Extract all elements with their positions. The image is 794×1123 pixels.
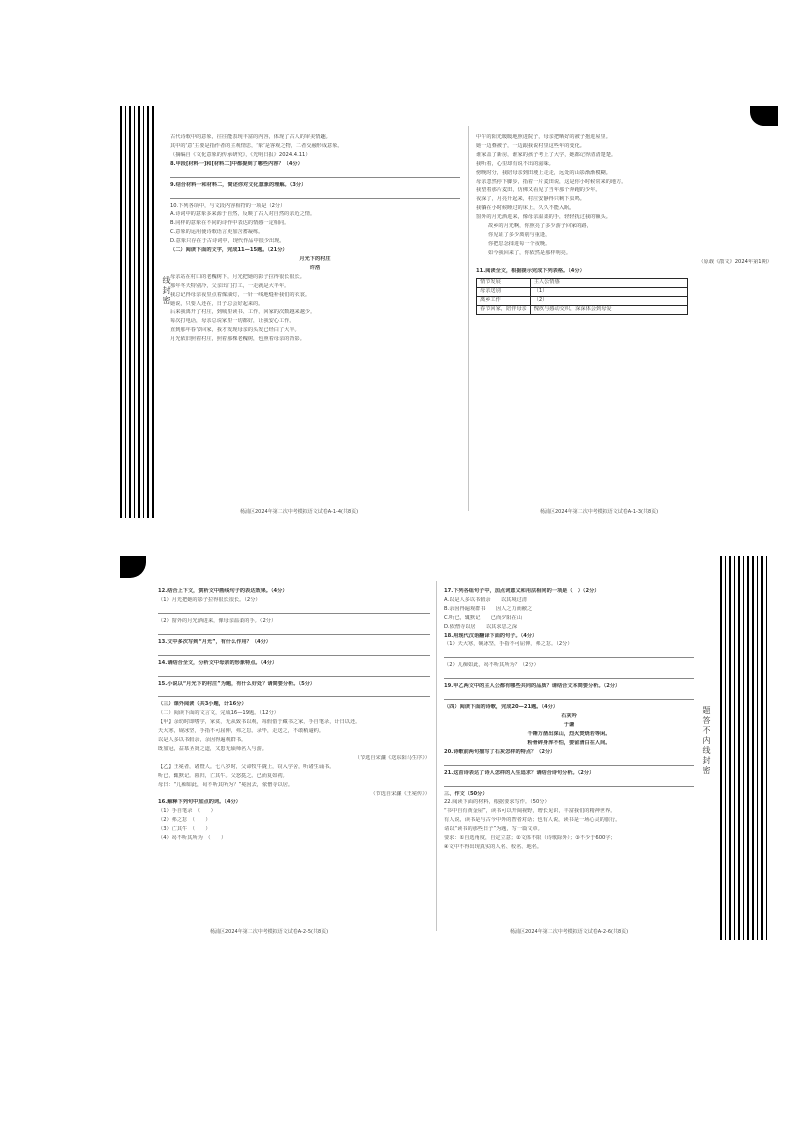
prompt-line: 要求：①自选角度，自定立意；②文体不限（诗歌除外）；③不少于600字； [444,835,616,842]
top-right-column [476,134,772,315]
section-heading: （三）课外阅读（共3小题，计16分） [158,701,247,708]
question: 12.结合上下文，赏析文中画线句子的表达效果。（4分） [158,588,288,594]
answer-line[interactable] [444,758,694,766]
poem-line: 你见证了多少离别与重逢， [488,231,551,238]
story-author: 许浩 [309,264,321,271]
option: B.同样的意象在不同的诗作中表达的情感一定相同。 [170,220,290,227]
sub-question: （4）曷不听其所为 （ ） [158,835,227,842]
answer-line[interactable] [158,627,430,635]
scan-corner-mark [750,106,778,126]
poem-line: 你把思念揉进每一个夜晚。 [488,240,551,247]
story-line: 后来我离开了村庄，到城里读书、工作，回家的次数越来越少。 [170,309,316,316]
option: A.诗词中的意象多来源于自然，反映了古人对自然的亲近之情。 [170,211,316,218]
section-heading: （二）阅读下面的文言文，完成16—19题。（12分） [158,710,279,717]
question: 17.下列各组句子中，加点词意义和用法相同的一项是（ ）（2分） [444,588,600,594]
table-header: 情节发展 [477,278,531,287]
option: C.意象的运用使诗歌语言更加含蓄凝练。 [170,229,264,236]
text-line: 我躺在小时候睡过的床上，久久不能入眠。 [476,205,575,212]
question: 16.解释下列句中加点的词。（4分） [158,799,241,806]
text-line: 谁家盖了新房，谁家的孩子考上了大学，她都记得清清楚楚。 [476,151,617,158]
binding-label: 线封密 [162,276,171,306]
poem-line: 如今我回来了，你依然是那样明亮。 [488,249,572,256]
prompt-line: 有人说，读书是与古今中外的智者对话；也有人说，读书是一场心灵的旅行。 [444,817,621,824]
question: 14.请结合全文，分析文中母亲的形象特点。（4分） [158,659,278,666]
answer-line[interactable] [444,650,694,658]
answer-line[interactable] [158,606,430,614]
question: 10.下列各项中，与文段内容相符的一项是（2分） [170,202,286,209]
story-title: 月光下的村庄 [299,255,331,262]
passage-line: 天大寒，砚冰坚，手指不可屈伸，弗之怠。录毕，走送之，不敢稍逾约。 [158,728,325,735]
poem-line: 千锤万凿出深山，烈火焚烧若等闲。 [527,730,611,737]
section-heading: （二）阅读下面的文字，完成11—15题。（21分） [170,247,288,254]
prompt-line: 请以“读书的那些日子”为题，写一篇文章。 [444,826,543,833]
answer-line[interactable] [444,692,694,700]
story-line: 那年冬天特别冷，父亲出门打工，一走就是大半年。 [170,282,290,289]
table-cell[interactable]: （1） [530,287,687,296]
table-header: 主人公情感 [530,278,687,287]
question: 18.用现代汉语翻译下面的句子。（4分） [444,632,538,639]
poem-line: 故乡的月光啊，你照亮了多少游子回家的路， [488,223,592,230]
text-line: 夜深了，月亮升起来，村庄安静得只剩下虫鸣。 [476,196,585,203]
sub-question: （1）手自笔录 （ ） [158,808,216,815]
story-line: 月光依旧照着村庄，照着那棵老槐树，也照着母亲的背影。 [170,336,305,343]
sub-question: （2）窗外的月光洒进来，像母亲温柔的手。（2分） [158,617,277,624]
story-line: 每次打电话，母亲总说家里一切都好，让我安心工作。 [170,318,295,325]
question: 13.文中多次写到“月光”，有什么作用？（4分） [158,638,271,645]
answer-line[interactable] [158,669,430,677]
prompt-line: ④文中不得出现真实的人名、校名、地名。 [444,843,543,850]
option: D.依僧寺以居 以其求思之深 [444,623,518,630]
passage-line: 【乙】王冕者，诸暨人。七八岁时，父命牧牛陇上，窃入学舍，听诸生诵书。 [158,763,335,770]
answer-line[interactable] [444,779,694,787]
text-line: 我听着，心里却有说不出的滋味。 [476,160,554,167]
binding-lines [720,556,767,940]
prompt-line: “书中自有黄金屋”，读书可以开阔视野，增长见识，丰富我们的精神世界。 [444,808,616,815]
plot-table [476,278,688,315]
story-line: 她说，只要人还在，日子总会好起来的。 [170,300,264,307]
passage-line: 既加冠，益慕圣贤之道，又患无硕师名人与游。 [158,745,267,752]
passage-line: 母曰：“儿痴如此，曷不听其所为？”冕因去，依僧寺以居。 [158,781,294,788]
option: B.余因得遍观群书 因人之力而敝之 [444,605,533,612]
poem-line: 粉骨碎身浑不怕，要留清白在人间。 [527,739,611,746]
answer-line[interactable] [158,689,430,697]
sub-question: （1）月光把她的影子拉得很长很长。（2分） [158,596,261,603]
section-heading: 三、作文（50分） [444,790,488,797]
question: 8.甲段[材料一]和[材料二]中都提到了哪些内容？（4分） [170,160,303,167]
sub-question: （2）弗之怠 （ ） [158,817,211,824]
source-note: （节选自宋濂《王冕传》） [370,790,430,797]
poem-title: 石灰吟 [561,713,577,720]
option: A.以是人多以书假余 以其境过清 [444,596,527,603]
sub-question: （1）天大寒，砚冰坚，手指不可屈伸，弗之怠。（2分） [444,641,573,648]
question: 19.甲乙两文中的主人公都有哪些共同的品质？请结合文本简要分析。（2分） [444,683,621,690]
option: D.意象只存在于古诗词中，现代作品中很少出现。 [170,238,285,245]
binding-label: 题答不内线封密 [702,706,711,776]
page-footer: 杨浦区2024年第二次中考模拟语文试卷A-2-6(共8页) [510,929,629,935]
text-line: 她一边叠被子，一边跟我说村里这些年的变化。 [476,142,585,149]
text-line: 母亲忽然停下脚步，指着一片麦田说，这是你小时候常来的地方。 [476,178,627,185]
bottom-left-column [158,588,430,844]
passage-line: 以是人多以书假余，余因得遍观群书。 [158,737,247,744]
page-footer: 杨浦区2024年第二次中考模拟语文试卷A-2-5(共8页) [210,929,329,935]
text-line: 古代诗歌中的意象，往往能表现丰富的内容，体现了古人的审美情趣。 [170,134,331,140]
exam-sheet-bottom [120,556,778,940]
page-footer: 杨浦区2024年第二次中考模拟语文试卷A-1-3(共8页) [540,509,659,515]
text-line: （摘编自《文化意象的传承研究》，《光明日报》2024.4.11） [170,151,311,158]
question: 11.阅读全文，根据提示完成下列表格。（4分） [476,267,585,274]
question: 21.这首诗表达了诗人怎样的人生追求？请结合诗句分析。（2分） [444,769,595,776]
answer-line[interactable] [170,191,460,199]
table-cell[interactable]: （2） [530,296,687,305]
option: C.听已，辄默记 已而夕阳在山 [444,614,522,621]
passage-line: 听已，辄默记。暮归，亡其牛。父怒挞之。已而复如初。 [158,772,288,779]
question: 20.诗歌前两句描写了石灰怎样的特点？（2分） [444,748,556,755]
sub-question: （3）亡其牛 （ ） [158,826,211,833]
column-divider [436,581,437,931]
story-line: 我总记得母亲夜里点着煤油灯，一针一线地缝补我们的衣裳。 [170,291,311,298]
table-cell: 母亲送别 [477,287,531,296]
top-left-column [170,134,460,345]
question: 22.阅读下面的材料，根据要求写作。（50分） [444,799,550,806]
scan-corner-mark [120,556,146,578]
exam-sheet-top [120,106,778,518]
answer-line[interactable] [158,648,430,656]
page-footer: 杨浦区2024年第二次中考模拟语文试卷A-1-4(共8页) [240,509,359,515]
text-line: 傍晚时分，我陪母亲到田埂上走走，远处的山影渐渐模糊。 [476,169,611,176]
answer-line[interactable] [444,671,694,679]
question: 9.结合材料一和材料二，简述你对文化意象的理解。（3分） [170,181,307,188]
table-cell: 愧疚与感动交织，深深体会到母爱 [530,305,687,314]
question: 15.小说以“月光下的村庄”为题，有什么好处？请简要分析。（5分） [158,680,316,687]
passage-line: 【甲】余幼时即嗜学，家贫，无从致书以观，每假借于藏书之家，手自笔录，计日以还。 [158,719,361,726]
poem-author: 于谦 [563,721,575,728]
sub-question: （2）儿痴如此，曷不听其所为？（2分） [444,662,539,669]
text-line: 我望着那片麦田，仿佛又看见了当年那个奔跑的少年。 [476,187,601,194]
bottom-right-column [444,588,694,853]
text-line: 其中的‘意’主要是指作者的主观情思，‘象’是客观之物，二者交融形成意象。 [170,142,343,149]
table-cell: 春节回家，陪伴母亲 [477,305,531,314]
table-cell: 离乡工作 [477,296,531,305]
binding-lines [120,106,154,518]
story-line: 母亲站在村口的老槐树下，月光把她的影子拉得很长很长。 [170,273,305,280]
section-heading: （四）阅读下面的诗歌，完成20—21题。（4分） [444,704,559,711]
source-note: （原载《散文》2024年第1期） [698,258,772,265]
text-line: 中午的阳光暖暖地照进院子，母亲把晒好的被子抱进屋里。 [476,134,611,140]
story-line: 直到那年春节回家，我才发现母亲的头发已经白了大半。 [170,327,300,334]
column-divider [468,126,469,511]
source-note: （节选自宋濂《送东阳马生序》） [354,754,430,761]
answer-line[interactable] [170,170,460,178]
text-line: 窗外的月光洒进来，像母亲温柔的手，轻轻抚过我的额头。 [476,214,611,221]
